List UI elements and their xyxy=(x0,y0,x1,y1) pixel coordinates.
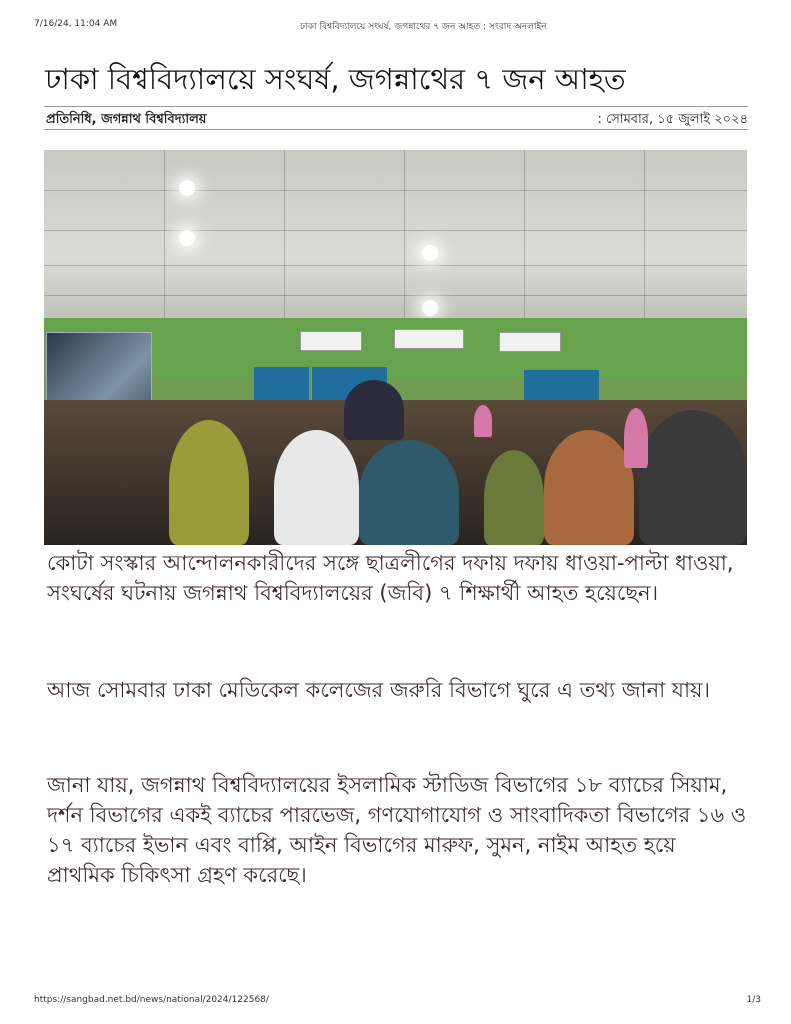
byline-bar xyxy=(44,106,748,130)
print-page-number: 1/3 xyxy=(746,995,761,1005)
article-byline: প্রতিনিধি, জগন্নাথ বিশ্ববিদ্যালয় xyxy=(46,112,207,127)
article-headline: ঢাকা বিশ্ববিদ্যালয়ে সংঘর্ষ, জগন্নাথের ৭ জন আহত xyxy=(45,62,626,97)
print-url: https://sangbad.net.bd/news/national/2024/122568/ xyxy=(34,995,269,1005)
article-paragraph: জানা যায়, জগন্নাথ বিশ্ববিদ্যালয়ের ইসলামিক স্টাডিজ বিভাগের ১৮ ব্যাচের সিয়াম, দর্শন বিভাগের একই ব্যাচের পারভেজ, গণযোগাযোগ ও সাংবাদিকতা বিভাগের ১৬ ও ১৭ ব্যাচের ইভান এবং বাপ্পি, আইন বিভাগের মারুফ, সুমন, নাইম আহত হয়ে প্রাথমিক চিকিৎসা গ্রহণ করেছে। xyxy=(47,773,747,887)
print-page-title: ঢাকা বিশ্ববিদ্যালয়ে সংঘর্ষ, জগন্নাথের ৭ জন আহত : সংবাদ অনলাইন xyxy=(300,22,547,32)
article-date: : সোমবার, ১৫ জুলাই ২০২৪ xyxy=(597,112,748,127)
photo-ceiling xyxy=(44,150,747,330)
article-photo xyxy=(44,150,747,545)
print-datetime: 7/16/24, 11:04 AM xyxy=(34,19,118,29)
article-paragraph: আজ সোমবার ঢাকা মেডিকেল কলেজের জরুরি বিভাগে ঘুরে এ তথ্য জানা যায়। xyxy=(47,678,710,702)
article-paragraph: কোটা সংস্কার আন্দোলনকারীদের সঙ্গে ছাত্রলীগের দফায় দফায় ধাওয়া-পাল্টা ধাওয়া, সংঘর্ষের ঘটনায় জগন্নাথ বিশ্ববিদ্যালয়ের (জবি) ৭ শিক্ষার্থী আহত হয়েছেন। xyxy=(47,551,734,605)
